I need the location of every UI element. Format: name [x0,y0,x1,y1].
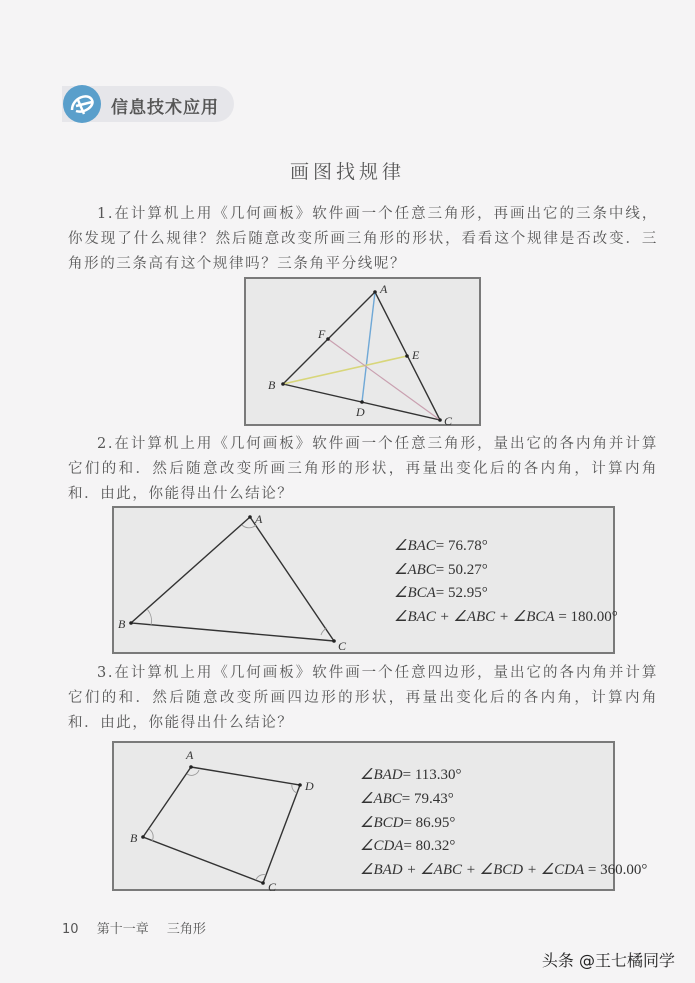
question-3 [68,661,658,736]
page-footer [62,918,220,937]
question-text: 在计算机上用《几何画板》软件画一个任意四边形，量出它的各内角并计算它们的和．然后随意改变所画四边形的形状，再量出变化后的各内角，计算内角和．由此，你能得出什么结论？ [68,665,658,731]
point-label-e: E [412,348,420,362]
watermark: 头条 @王七橘同学 [541,951,675,970]
figure-quadrilateral-angles [112,741,648,893]
chapter-title: 三角形 [166,922,206,937]
vertex-label-c: C [444,414,453,428]
vertex-label-c: C [338,639,347,653]
measurement-cda: ∠CDA= 80.32° [360,838,456,854]
question-number: 2. [97,436,115,452]
question-2 [68,432,658,507]
question-number: 3. [97,665,115,681]
vertex-label-a: A [380,282,388,296]
triangle-medians-diagram [246,279,483,428]
measurement-sum: ∠BAC + ∠ABC + ∠BCA = 180.00° [394,609,618,625]
info-tech-logo-icon [62,84,102,124]
measurement-sum: ∠BAD + ∠ABC + ∠BCD + ∠CDA = 360.00° [360,862,648,878]
page-title: 画图找规律 [289,161,405,183]
vertex-label-c: C [268,880,277,893]
measurement-abc: ∠ABC= 50.27° [394,562,488,578]
measurement-bad: ∠BAD= 113.30° [360,767,462,783]
measurement-bac: ∠BAC= 76.78° [394,538,488,554]
vertex-label-b: B [130,831,138,845]
figure-triangle-angles [112,506,618,654]
question-number: 1. [97,206,115,222]
vertex-label-b: B [118,617,126,631]
triangle-angles-diagram [114,508,617,656]
vertex-label-a: A [186,748,194,762]
vertex-label-b: B [268,378,276,392]
question-text: 在计算机上用《几何画板》软件画一个任意三角形，量出它的各内角并计算它们的和．然后随意改变所画三角形的形状，再量出变化后的各内角，计算内角和．由此，你能得出什么结论？ [68,436,658,502]
figure-triangle-medians [244,277,481,426]
page-number: 10 [62,922,79,937]
point-label-d: D [356,405,365,419]
point-label-f: F [318,327,326,341]
measurement-abc: ∠ABC= 79.43° [360,791,454,807]
measurement-bca: ∠BCA= 52.95° [394,585,488,601]
chapter-label: 第十一章 [96,922,149,937]
measurement-bcd: ∠BCD= 86.95° [360,815,456,831]
question-1 [68,202,658,277]
vertex-label-a: A [255,512,263,526]
banner-label: 信息技术应用 [111,98,219,118]
vertex-label-d: D [305,779,314,793]
question-text: 在计算机上用《几何画板》软件画一个任意三角形，再画出它的三条中线，你发现了什么规律？然后随意改变所画三角形的形状，看看这个规律是否改变．三角形的三条高有这个规律吗？三条角平分线呢？ [68,206,658,272]
